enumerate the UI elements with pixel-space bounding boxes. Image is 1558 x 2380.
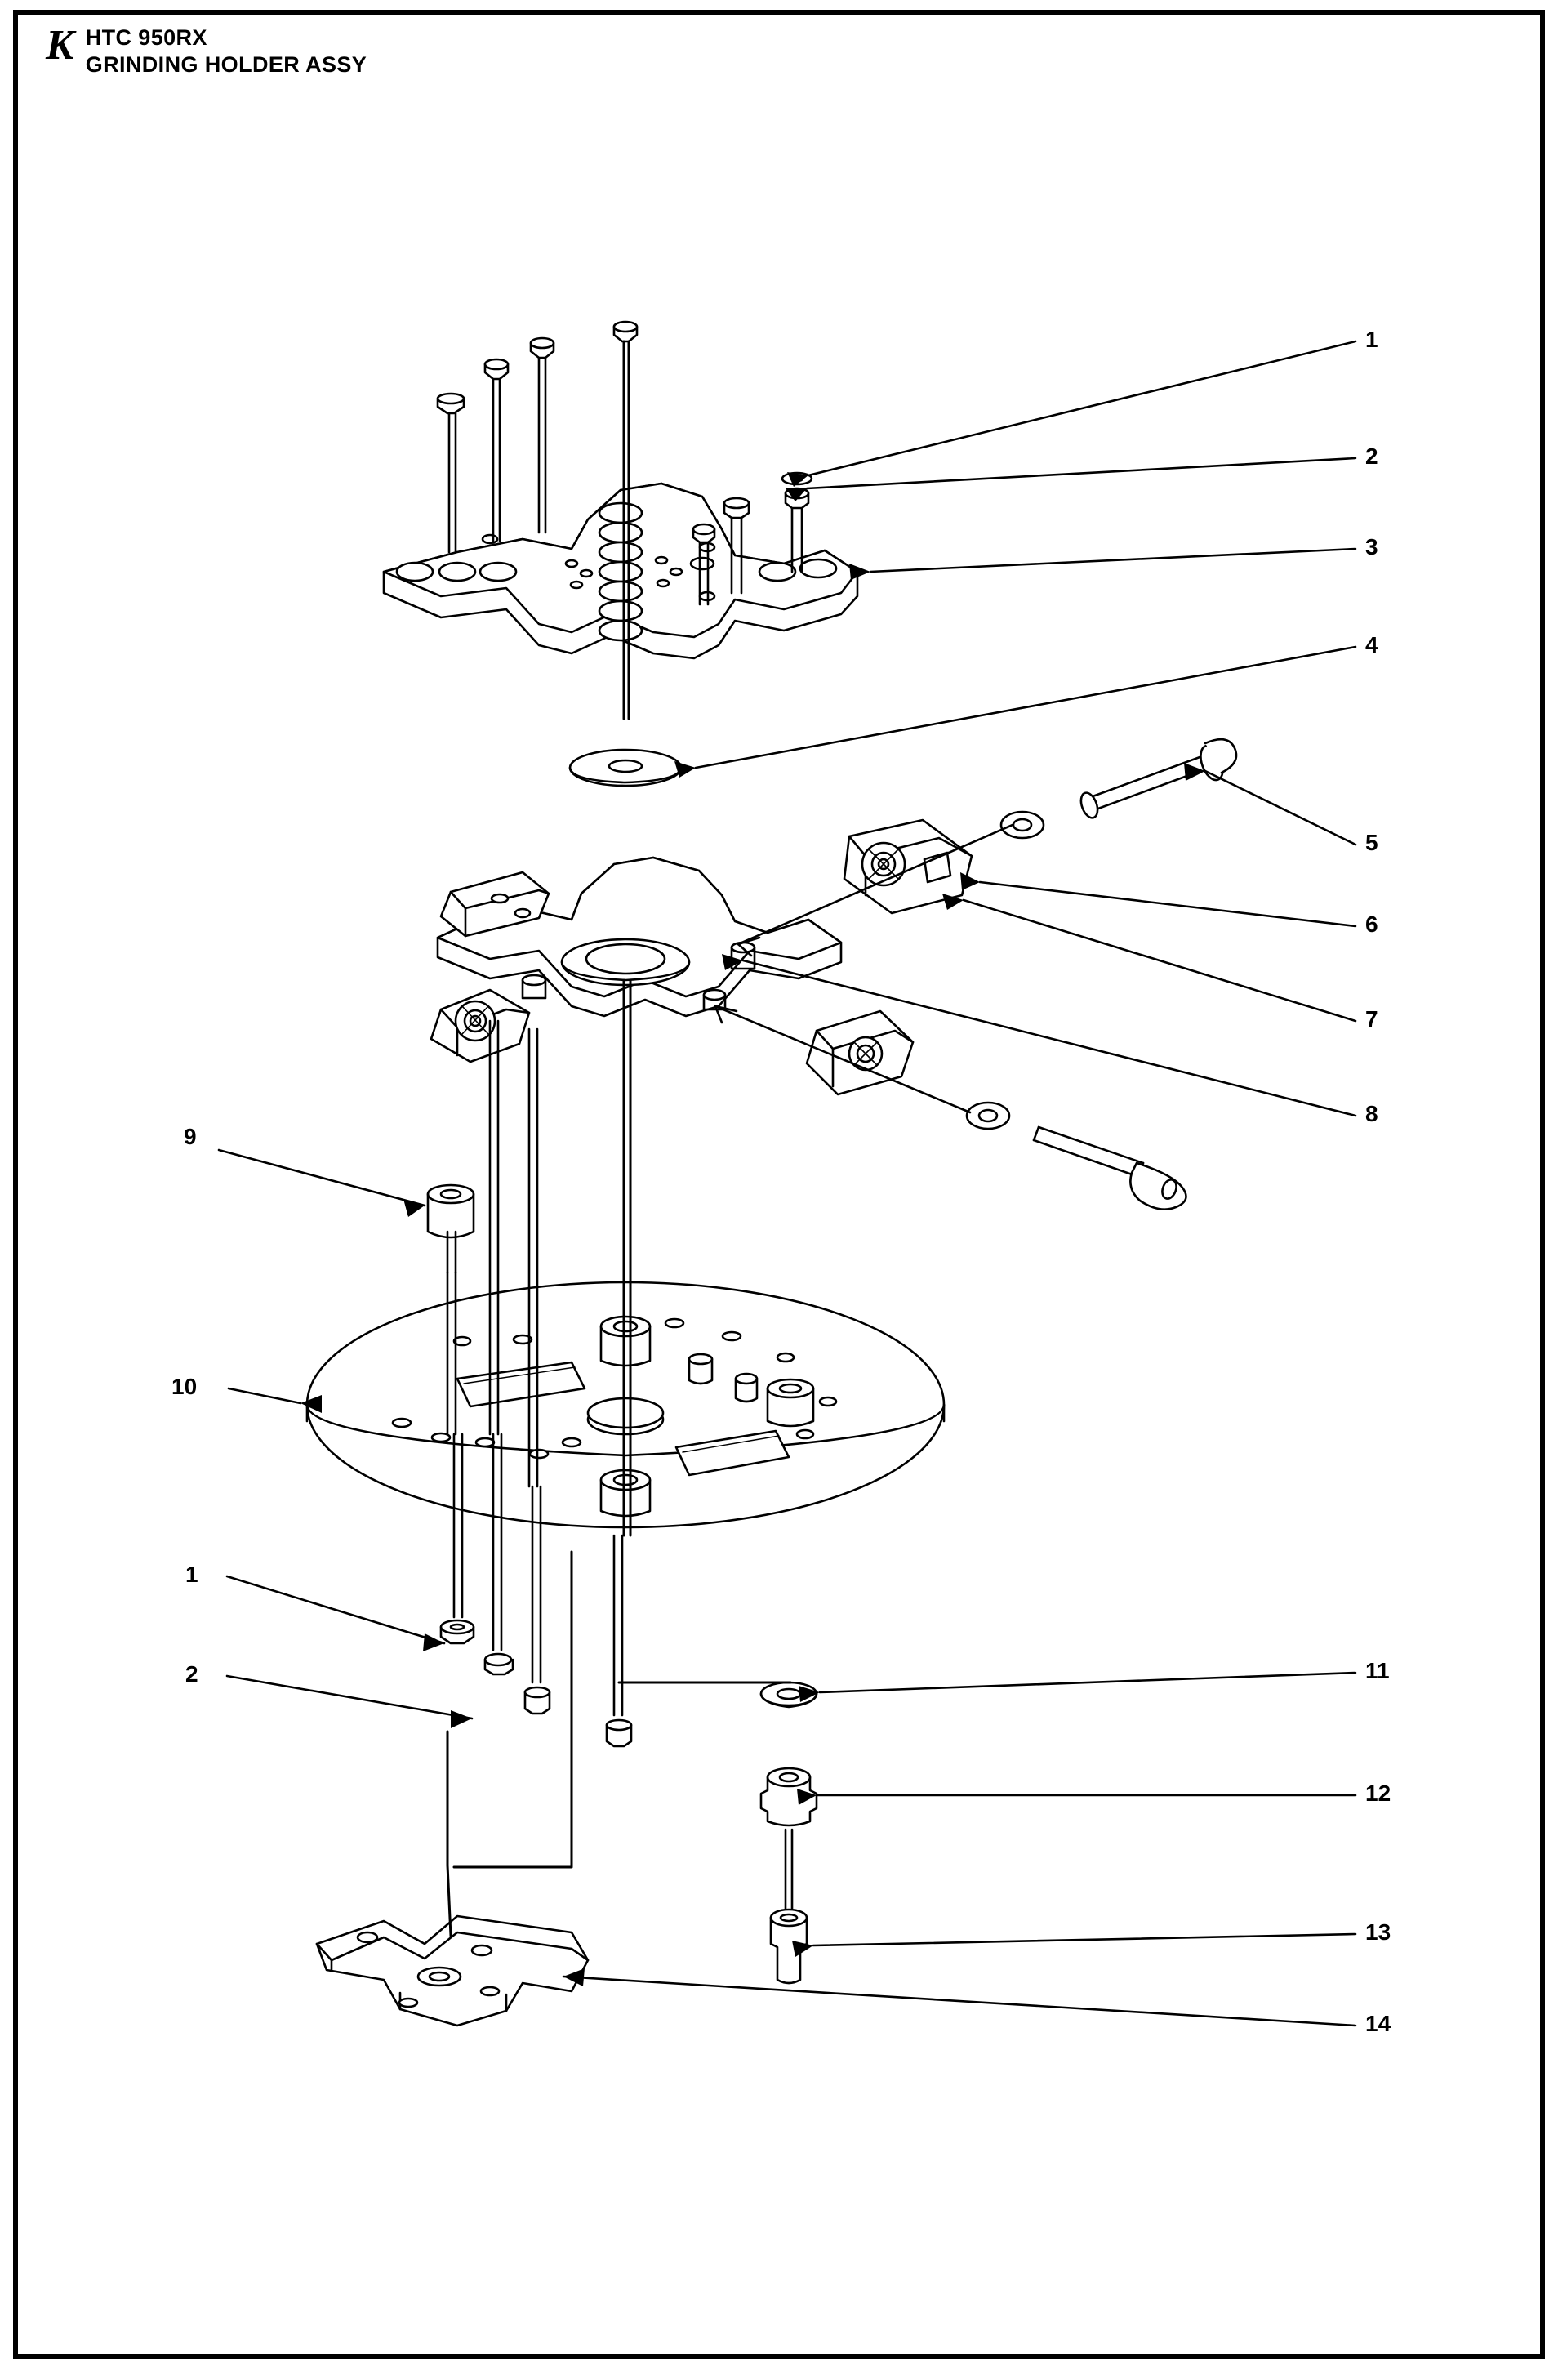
callout-label-11: 11 — [1365, 1658, 1390, 1683]
callout-label-6: 6 — [1365, 911, 1378, 937]
callout-label-9: 9 — [184, 1124, 197, 1149]
page-title-line-2: GRINDING HOLDER ASSY — [85, 52, 367, 77]
part-right-stack — [761, 1682, 817, 1983]
part-bottom-bracket — [317, 1552, 790, 2026]
part-screw-group-top — [438, 322, 812, 719]
callout-label-1: 1 — [1365, 327, 1378, 352]
callout-label-13: 13 — [1365, 1919, 1391, 1945]
part-mid-cross-plate — [431, 820, 972, 1094]
callout-label-2b: 2 — [185, 1661, 198, 1687]
part-rod-lower-right — [715, 1006, 1186, 1210]
callout-label-4: 4 — [1365, 632, 1378, 657]
callout-label-3: 3 — [1365, 534, 1378, 559]
callout-label-2: 2 — [1365, 443, 1378, 469]
callout-label-14: 14 — [1365, 2011, 1391, 2036]
part-screw-group-bottom — [441, 1620, 631, 1746]
callout-label-5: 5 — [1365, 830, 1378, 855]
callout-label-7: 7 — [1365, 1006, 1378, 1032]
callout-label-12: 12 — [1365, 1781, 1391, 1806]
section-letter: K — [46, 22, 74, 69]
part-base-disc — [307, 1282, 944, 1527]
callout-label-1b: 1 — [185, 1562, 198, 1587]
part-spacer-9 — [428, 1185, 474, 1272]
callout-label-8: 8 — [1365, 1101, 1378, 1126]
part-washer-4 — [570, 750, 681, 786]
page-title-line-1: HTC 950RX — [85, 25, 207, 50]
callout-label-10: 10 — [171, 1374, 198, 1399]
